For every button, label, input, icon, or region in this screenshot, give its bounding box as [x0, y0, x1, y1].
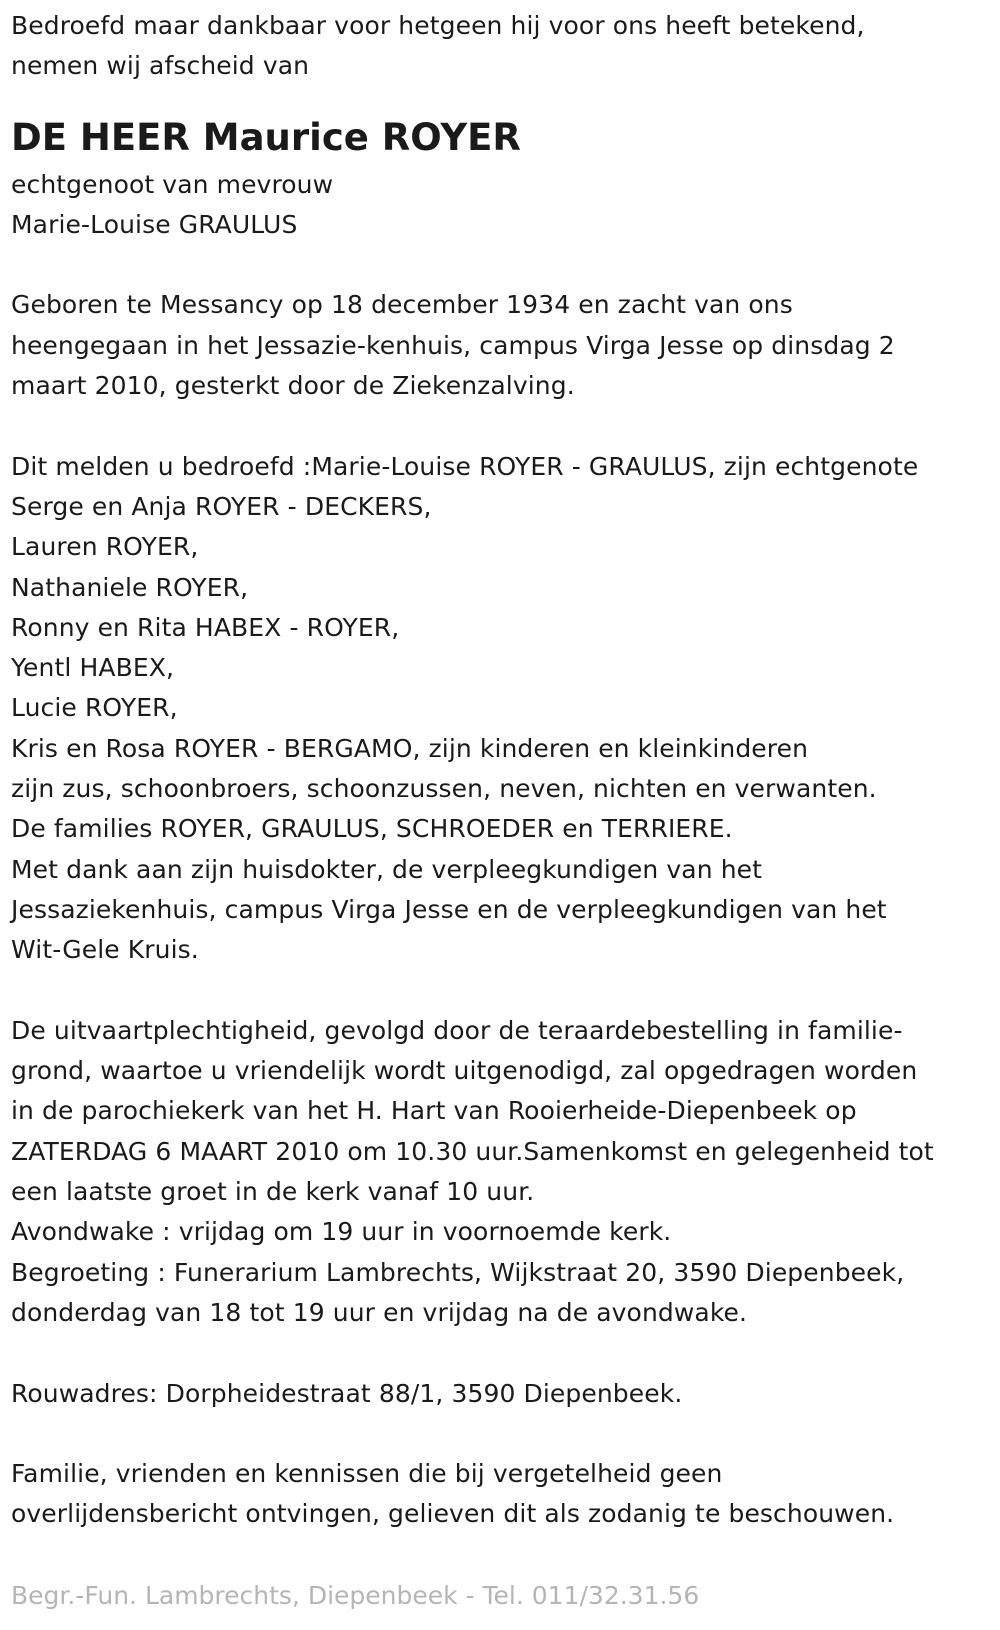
intro-text: [11, 6, 990, 87]
family-line: Serge en Anja ROYER - DECKERS,: [11, 491, 432, 521]
funeral-line: Avondwake : vrijdag om 19 uur in voornoemde kerk.: [11, 1217, 672, 1247]
family-line: Nathaniele ROYER,: [11, 572, 249, 602]
spacer: [11, 245, 990, 285]
deceased-name: DE HEER Maurice ROYER: [11, 115, 521, 159]
spouse-text: [11, 165, 990, 246]
family-line: Dit melden u bedroefd :Marie-Louise ROYER - GRAULUS, zijn echtgenote: [11, 451, 919, 481]
family-line: Ronny en Rita HABEX - ROYER,: [11, 612, 400, 642]
mourning-address: [11, 1374, 990, 1414]
family-line: De families ROYER, GRAULUS, SCHROEDER en TERRIERE.: [11, 814, 733, 844]
birth-death-line: maart 2010, gesterkt door de Ziekenzalving.: [11, 371, 575, 401]
funeral-text: [11, 1011, 990, 1333]
spacer: [11, 1414, 990, 1454]
funeral-line: een laatste groet in de kerk vanaf 10 uur.: [11, 1177, 535, 1207]
funeral-home-footer: Begr.-Fun. Lambrechts, Diepenbeek - Tel. 011/32.31.56: [11, 1581, 700, 1610]
family-line: Lauren ROYER,: [11, 532, 199, 562]
funeral-line: De uitvaartplechtigheid, gevolgd door de teraardebestelling in familie-: [11, 1015, 903, 1045]
birth-death-line: heengegaan in het Jessazie-kenhuis, campus Virga Jesse op dinsdag 2: [11, 330, 895, 360]
family-line: Wit-Gele Kruis.: [11, 935, 199, 965]
family-line: zijn zus, schoonbroers, schoonzussen, neven, nichten en verwanten.: [11, 774, 877, 804]
spacer: [11, 971, 990, 1011]
funeral-line: Begroeting : Funerarium Lambrechts, Wijkstraat 20, 3590 Diepenbeek,: [11, 1257, 905, 1287]
spacer: [11, 406, 990, 446]
spouse-line: echtgenoot van mevrouw: [11, 169, 334, 199]
spouse-line: Marie-Louise GRAULUS: [11, 209, 298, 239]
funeral-line: grond, waartoe u vriendelijk wordt uitgenodigd, zal opgedragen worden: [11, 1056, 918, 1086]
birth-death-line: Geboren te Messancy op 18 december 1934 en zacht van ons: [11, 290, 793, 320]
funeral-line: in de parochiekerk van het H. Hart van Rooierheide-Diepenbeek op: [11, 1096, 857, 1126]
family-line: Lucie ROYER,: [11, 693, 178, 723]
closing-text: [11, 1454, 990, 1535]
family-line: Kris en Rosa ROYER - BERGAMO, zijn kinderen en kleinkinderen: [11, 733, 809, 763]
birth-death-text: [11, 285, 990, 406]
funeral-line: ZATERDAG 6 MAART 2010 om 10.30 uur.Samenkomst en gelegenheid tot: [11, 1136, 934, 1166]
spacer: [11, 1333, 990, 1373]
intro-line: Bedroefd maar dankbaar voor hetgeen hij voor ons heeft betekend,: [11, 11, 865, 40]
family-line: Yentl HABEX,: [11, 653, 174, 683]
closing-line: overlijdensbericht ontvingen, gelieven dit als zodanig te beschouwen.: [11, 1499, 895, 1529]
family-line: Jessaziekenhuis, campus Virga Jesse en de verpleegkundigen van het: [11, 894, 887, 924]
address-line: Rouwadres: Dorpheidestraat 88/1, 3590 Diepenbeek.: [11, 1378, 683, 1408]
family-text: [11, 447, 990, 971]
family-line: Met dank aan zijn huisdokter, de verpleegkundigen van het: [11, 854, 763, 884]
intro-line: nemen wij afscheid van: [11, 51, 310, 81]
closing-line: Familie, vrienden en kennissen die bij vergetelheid geen: [11, 1459, 723, 1489]
funeral-line: donderdag van 18 tot 19 uur en vrijdag na de avondwake.: [11, 1297, 748, 1327]
